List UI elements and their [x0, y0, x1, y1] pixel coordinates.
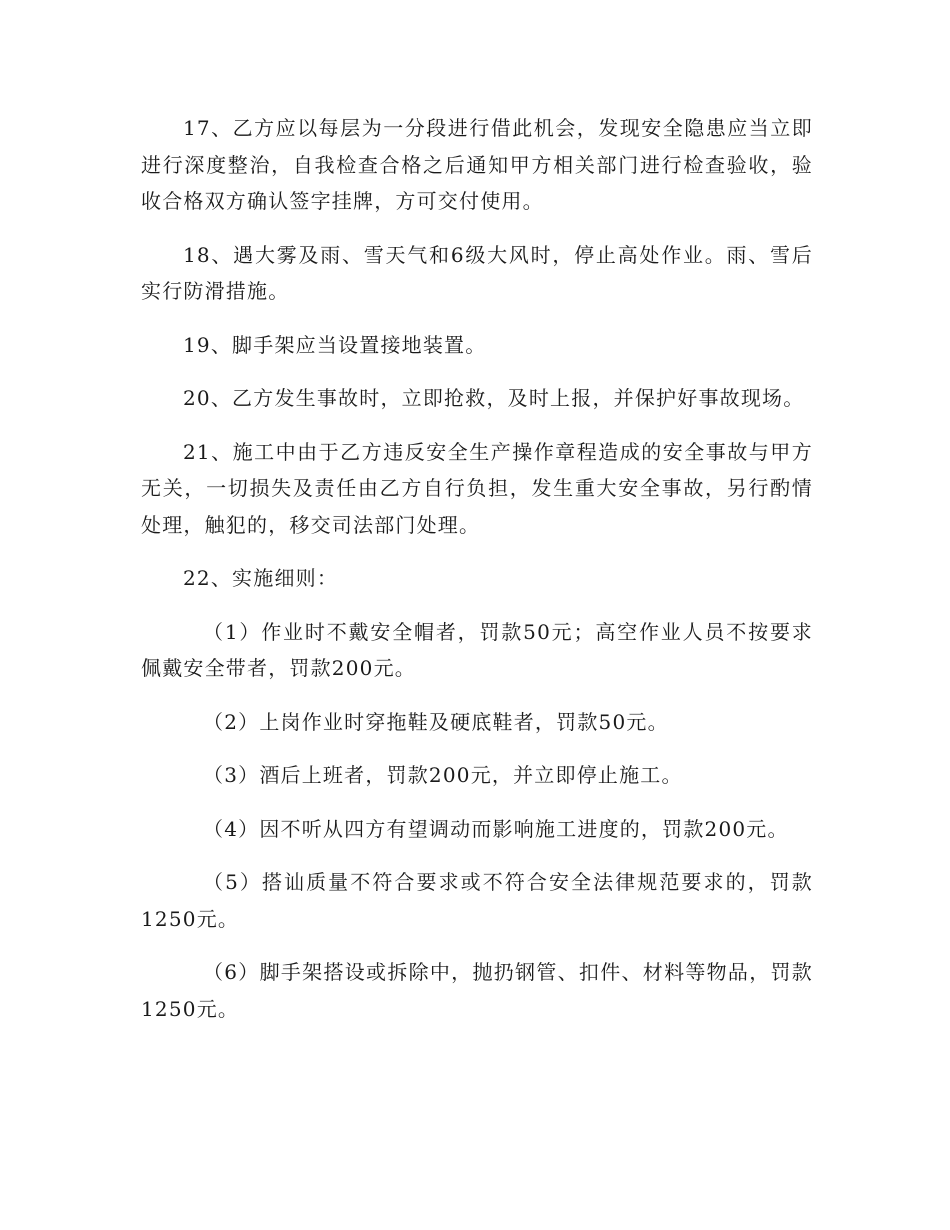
rule-item-2: （2）上岗作业时穿拖鞋及硬底鞋者，罚款50元。 [203, 709, 669, 734]
rule-item-6: （6）脚手架搭设或拆除中，抛扔钢管、扣件、材料等物品，罚款1250元。 [141, 960, 813, 1021]
document-body [141, 110, 813, 1044]
paragraph-22: 22、实施细则： [183, 566, 339, 590]
rule-item-4: （4）因不听从四方有望调动而影响施工进度的，罚款200元。 [203, 816, 789, 841]
rule-item-5: （5）搭讪质量不符合要求或不符合安全法律规范要求的，罚款1250元。 [141, 870, 813, 931]
paragraph-18: 18、遇大雾及雨、雪天气和6级大风时，停止高处作业。雨、雪后实行防滑措施。 [141, 242, 813, 303]
paragraph-20: 20、乙方发生事故时，立即抢救，及时上报，并保护好事故现场。 [183, 386, 805, 410]
paragraph-21: 21、施工中由于乙方违反安全生产操作章程造成的安全事故与甲方无关，一切损失及责任由乙方自行负担，发生重大安全事故，另行酌情处理，触犯的，移交司法部门处理。 [141, 439, 813, 537]
rule-item-3: （3）酒后上班者，罚款200元，并立即停止施工。 [203, 763, 683, 787]
rule-item-1: （1）作业时不戴安全帽者，罚款50元；高空作业人员不按要求佩戴安全带者，罚款200元。 [141, 619, 813, 680]
paragraph-19: 19、脚手架应当设置接地装置。 [183, 332, 487, 357]
paragraph-17: 17、乙方应以每层为一分段进行借此机会，发现安全隐患应当立即进行深度整治，自我检查合格之后通知甲方相关部门进行检查验收，验收合格双方确认签字挂牌，方可交付使用。 [141, 116, 813, 213]
